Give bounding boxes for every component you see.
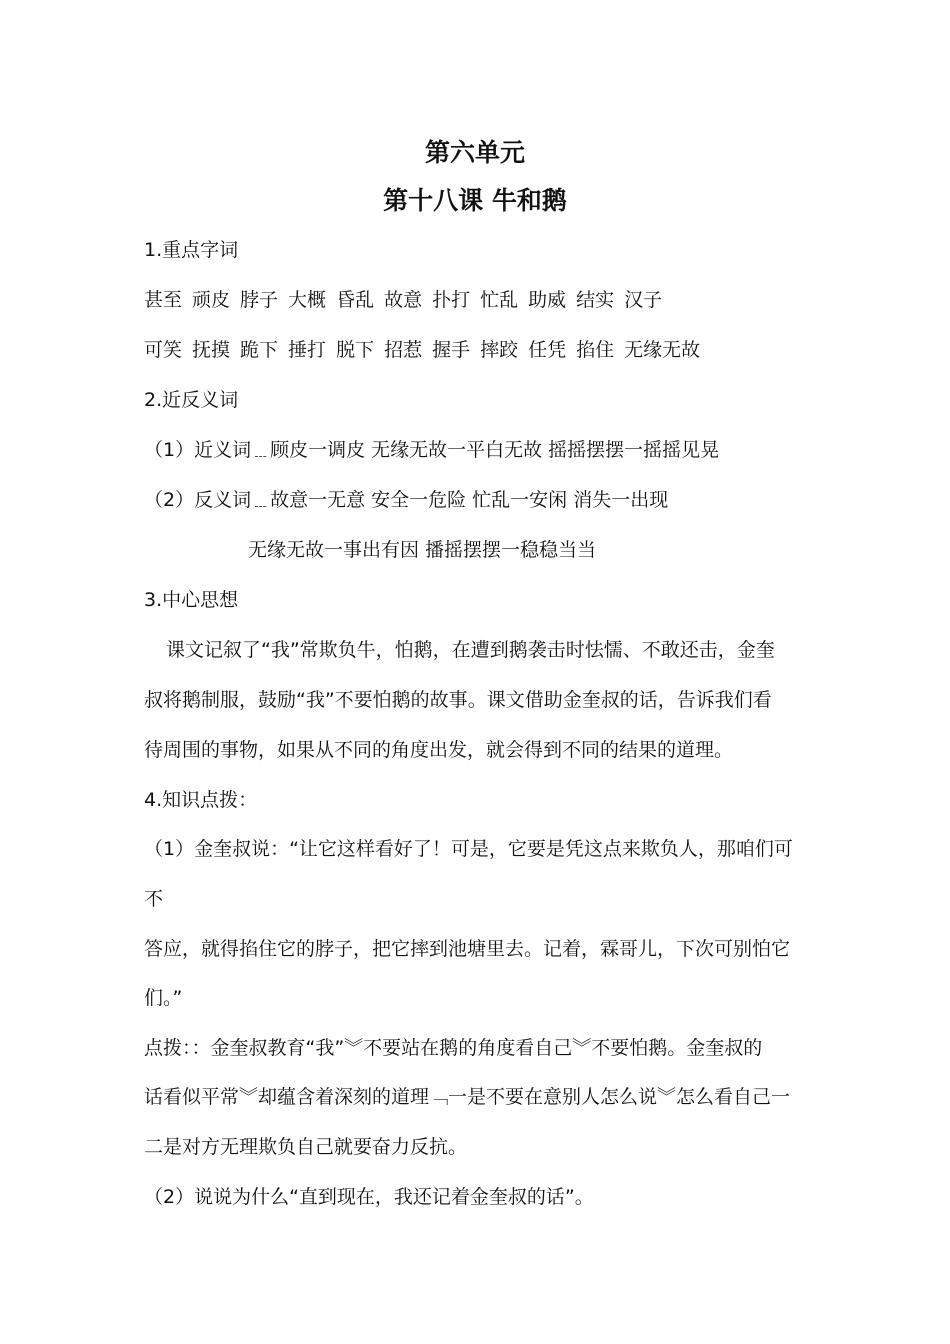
key-words-row-2 [144, 337, 814, 363]
antonyms-continued: 无缘无故一事出有因 播摇摆摆一稳稳当当 [248, 539, 597, 561]
synonyms-line: （1）近义词﹍顾皮一调皮 无缘无故一平白无故 摇摇摆摆一摇摇见晃 [144, 439, 720, 461]
hint-line: 点拨：：金奎叔教育“我”︾不要站在鹅的角度看自己︾不要怕鹅。金奎叔的 [144, 1037, 763, 1059]
key-word: 助威 [528, 289, 567, 311]
key-word: 昏乱 [336, 289, 375, 311]
question2-line: （2）说说为什么“直到现在，我还记着金奎叔的话”。 [144, 1186, 594, 1208]
unit-title: 第六单元 [424, 138, 525, 167]
key-word: 捶打 [288, 339, 327, 361]
key-word: 掐住 [576, 339, 615, 361]
question1-line: 不 [144, 888, 164, 910]
key-word: 摔跤 [480, 339, 519, 361]
hint-line: 话看似平常︾却蕴含着深刻的道理﹁一是不要在意别人怎么说︾怎么看自己一 [144, 1086, 791, 1108]
key-word: 结实 [576, 289, 615, 311]
lesson-title: 第十八课 牛和鹅 [383, 186, 567, 215]
key-word: 忙乱 [480, 289, 519, 311]
antonyms-line: （2）反义词﹍故意一无意 安全一危险 忙乱一安闲 消失一出现 [144, 489, 669, 511]
key-word: 顽皮 [192, 289, 231, 311]
key-word: 甚至 [144, 289, 183, 311]
key-word: 可笑 [144, 339, 183, 361]
section3-heading: 3.中心思想 [144, 589, 239, 611]
key-word: 脱下 [336, 339, 375, 361]
key-word: 大概 [288, 289, 327, 311]
key-word: 握手 [432, 339, 471, 361]
section2-heading: 2.近反义词 [144, 389, 239, 411]
question1-line: （1）金奎叔说：“让它这样看好了！可是，它要是凭这点来欺负人，那咱们可 [144, 838, 793, 860]
key-word: 无缘无故 [624, 339, 701, 361]
key-word: 故意 [384, 289, 423, 311]
key-word: 抚摸 [192, 339, 231, 361]
summary-line: 叔将鹅制服，鼓励“我”不要怕鹅的故事。课文借助金奎叔的话，告诉我们看 [144, 689, 772, 711]
key-words-row-1 [144, 287, 814, 313]
key-word: 招惹 [384, 339, 423, 361]
question1-line: 答应，就得掐住它的脖子，把它摔到池塘里去。记着，霖哥儿，下次可别怕它 [144, 938, 791, 960]
key-word: 脖子 [240, 289, 279, 311]
summary-line: 课文记叙了“我”常欺负牛，怕鹅，在遭到鹅袭击时怯懦、不敢还击，金奎 [166, 639, 775, 661]
key-word: 跪下 [240, 339, 279, 361]
hint-line: 二是对方无理欺负自己就要奋力反抗。 [144, 1136, 468, 1158]
section1-heading: 1.重点字词 [144, 239, 239, 261]
summary-line: 待周围的事物，如果从不同的角度出发，就会得到不同的结果的道理。 [144, 739, 734, 761]
section4-heading: 4.知识点拨： [144, 789, 258, 811]
key-word: 扑打 [432, 289, 471, 311]
question1-line: 们。” [144, 987, 183, 1009]
key-word: 任凭 [528, 339, 567, 361]
key-word: 汉子 [624, 289, 663, 311]
